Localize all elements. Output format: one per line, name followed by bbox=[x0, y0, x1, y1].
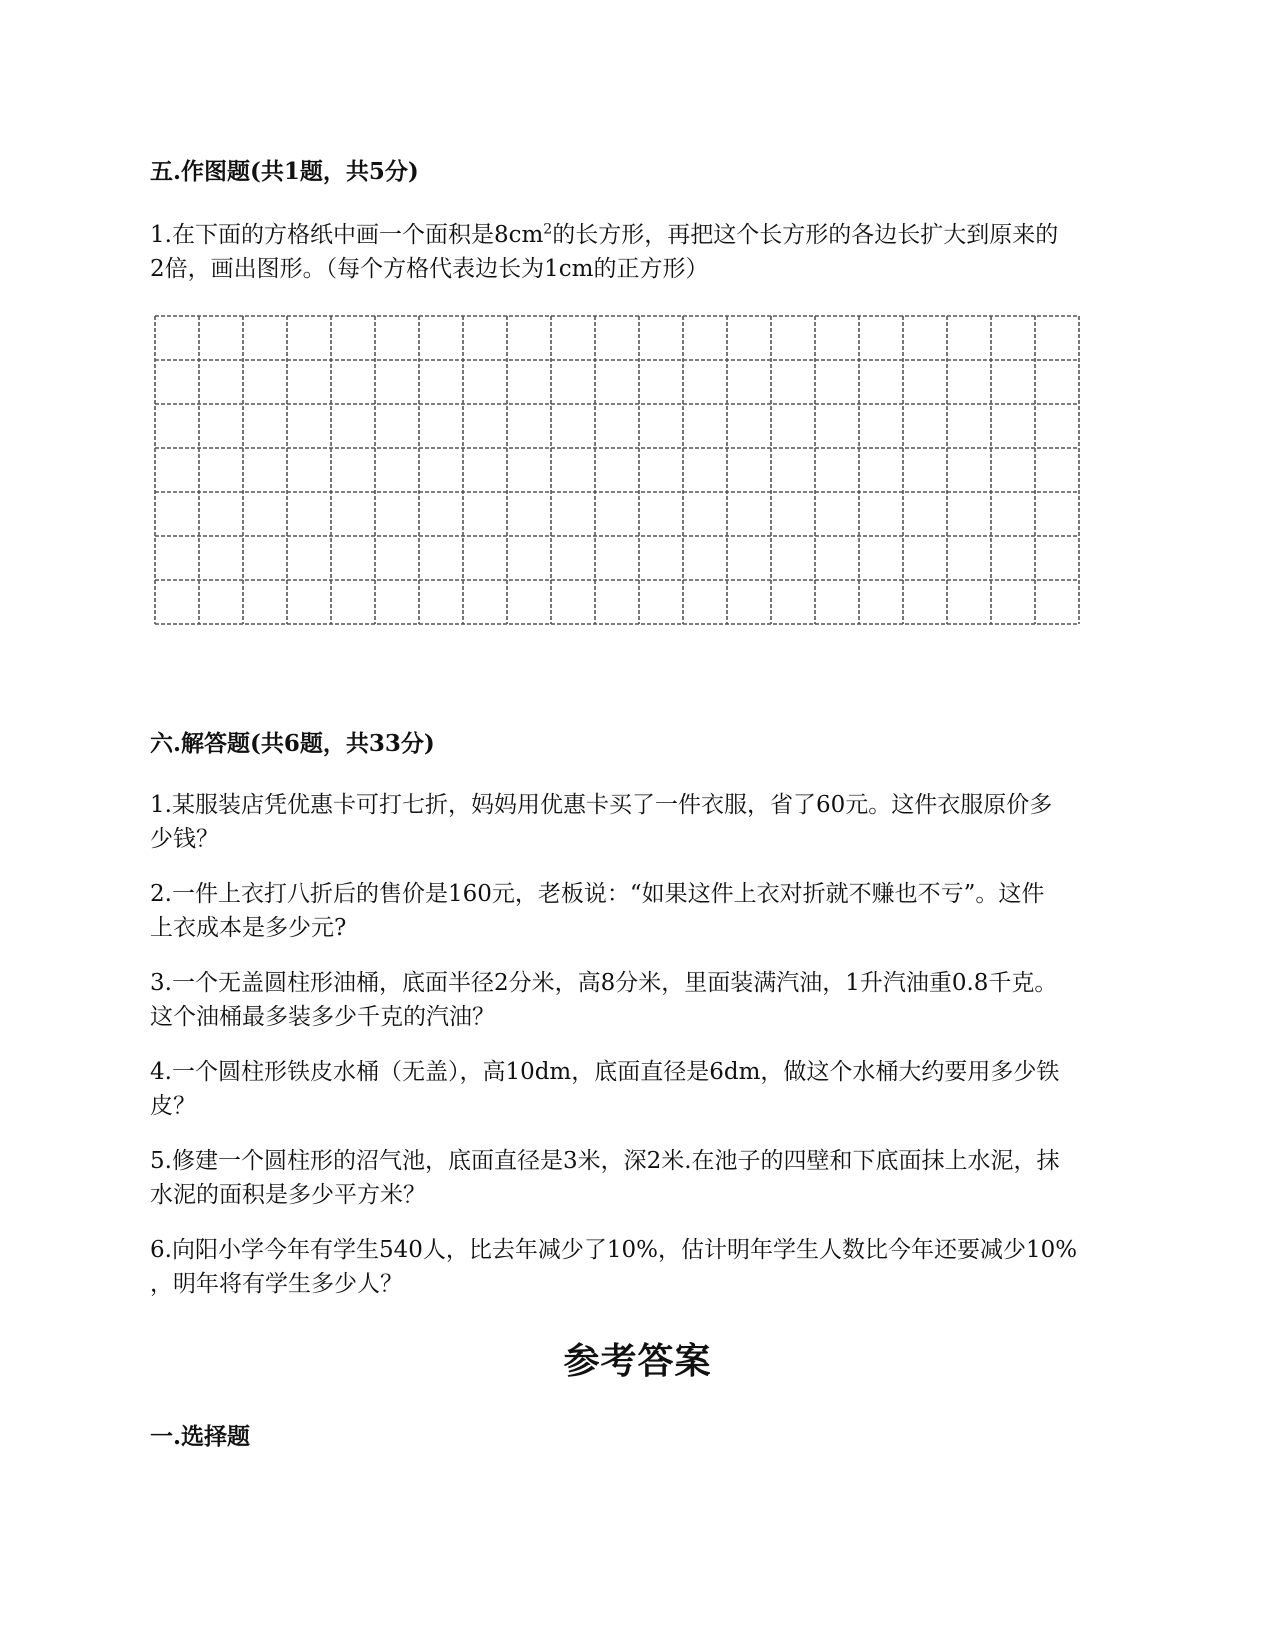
question-line-2: 2倍，画出图形。（每个方格代表边长为1cm的正方形） bbox=[150, 256, 709, 282]
drawing-grid[interactable] bbox=[154, 315, 1084, 661]
section6-question-1 bbox=[150, 788, 1130, 856]
question-text-part: 1.在下面的方格纸中画一个面积是8cm bbox=[150, 222, 544, 248]
question-line-1: 1.某服装店凭优惠卡可打七折，妈妈用优惠卡买了一件衣服，省了60元。这件衣服原价多 bbox=[150, 792, 1053, 818]
question-line-1: 5.修建一个圆柱形的沼气池，底面直径是3米，深2米.在池子的四壁和下底面抹上水泥，抹 bbox=[150, 1148, 1060, 1174]
section6-title: 六.解答题(共6题，共33分) bbox=[150, 730, 435, 757]
question-line-2: 水泥的面积是多少平方米？ bbox=[150, 1182, 426, 1208]
superscript: 2 bbox=[543, 221, 553, 238]
question-text-part: 的长方形，再把这个长方形的各边长扩大到原来的 bbox=[552, 222, 1059, 248]
section6-question-3 bbox=[150, 966, 1130, 1034]
question-line-1: 2.一件上衣打八折后的售价是160元，老板说：“如果这件上衣对折就不赚也不亏”。这件 bbox=[150, 881, 1045, 907]
answers-section1-title: 一.选择题 bbox=[150, 1423, 251, 1450]
question-line-2: 少钱？ bbox=[150, 826, 219, 852]
section6-question-4 bbox=[150, 1055, 1130, 1123]
section6-question-5 bbox=[150, 1144, 1130, 1212]
question-line-1: 6.向阳小学今年有学生540人，比去年减少了10%，估计明年学生人数比今年还要减少10% bbox=[150, 1237, 1078, 1263]
question-line-1: 3.一个无盖圆柱形油桶，底面半径2分米，高8分米，里面装满汽油，1升汽油重0.8千克。 bbox=[150, 970, 1058, 996]
answers-title: 参考答案 bbox=[563, 1340, 712, 1382]
section6-question-6 bbox=[150, 1233, 1130, 1301]
question-line-2: ，明年将有学生多少人？ bbox=[150, 1271, 403, 1297]
section5-question-1 bbox=[150, 218, 1130, 286]
section6-question-2 bbox=[150, 877, 1130, 945]
section5-title: 五.作图题(共1题，共5分) bbox=[150, 158, 419, 185]
question-line-1: 4.一个圆柱形铁皮水桶（无盖），高10dm，底面直径是6dm，做这个水桶大约要用多少铁 bbox=[150, 1059, 1060, 1085]
question-line-2: 上衣成本是多少元? bbox=[150, 915, 347, 941]
question-line-2: 皮？ bbox=[150, 1093, 196, 1119]
question-line-1 bbox=[150, 218, 1130, 252]
question-line-2: 这个油桶最多装多少千克的汽油？ bbox=[150, 1004, 495, 1030]
